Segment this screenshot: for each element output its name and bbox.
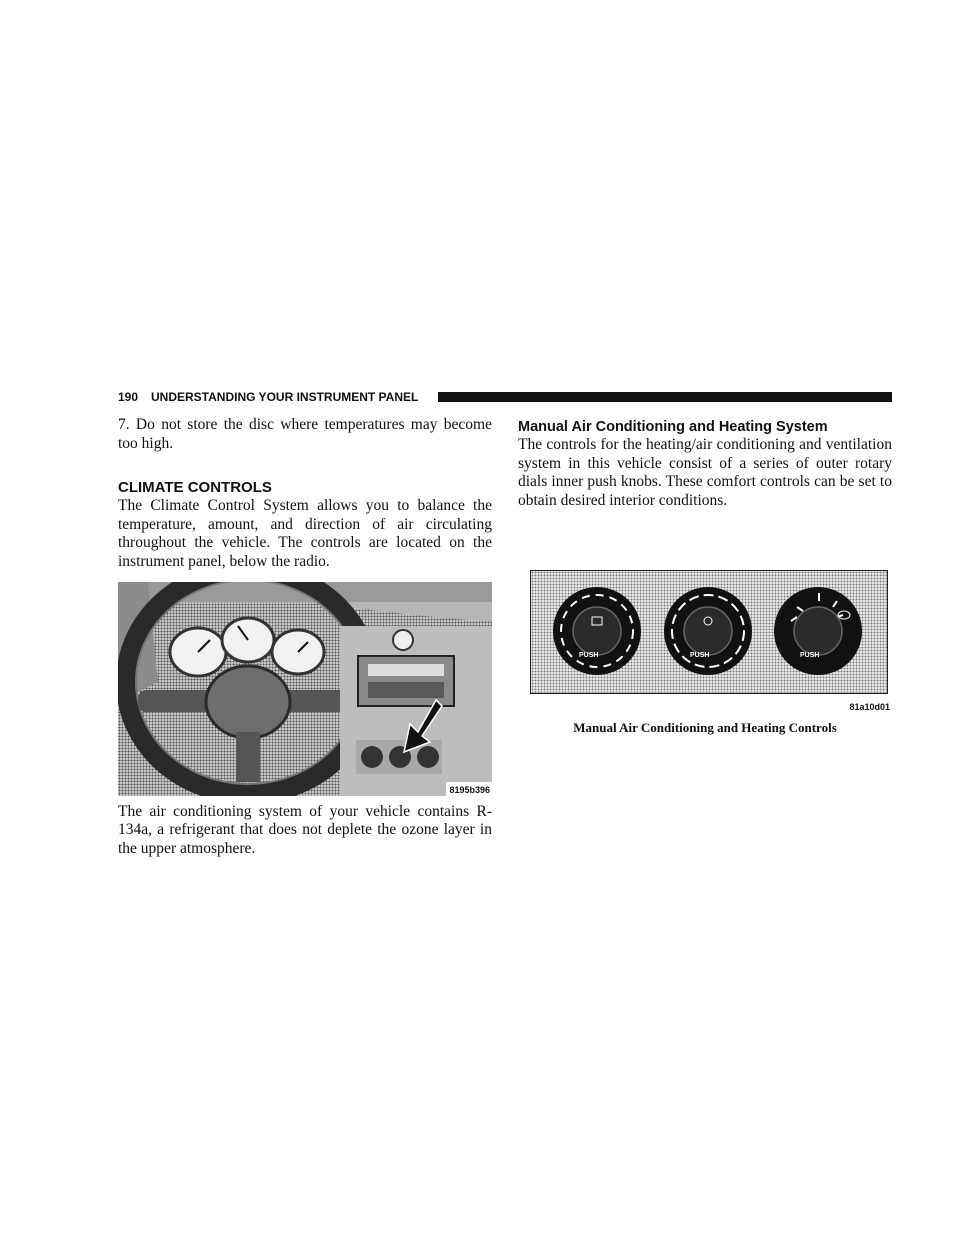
left-column: [118, 416, 492, 858]
climate-knobs-illustration: [531, 571, 887, 693]
panel-figure-id-row: [518, 694, 892, 716]
instrument-panel-photo: [118, 582, 492, 796]
page-number: 190: [118, 390, 139, 404]
knob-push-label-2: PUSH: [690, 652, 710, 660]
manual-ac-paragraph: The controls for the heating/air conditioning and ventilation system in this vehicle consist of a series of outer rotary dials inner push knobs. These comfort controls can be set to obtain desired interior conditions.: [518, 436, 892, 509]
knob-push-label-3: PUSH: [800, 652, 820, 660]
manual-ac-subheading: Manual Air Conditioning and Heating System: [518, 419, 828, 435]
dashboard-illustration: [118, 582, 492, 796]
climate-controls-heading: CLIMATE CONTROLS: [118, 479, 272, 497]
header-rule: [438, 392, 892, 402]
climate-intro-paragraph: The Climate Control System allows you to balance the temperature, amount, and direction of air circulating throughout the vehicle. The controls are located on the instrument panel, below the radio.: [118, 497, 492, 570]
intro-text: 7. Do not store the disc where temperatures may become too high.: [118, 416, 492, 452]
climate-control-panel: [530, 570, 888, 694]
figure-caption: Manual Air Conditioning and Heating Controls: [573, 720, 837, 736]
page-header: [118, 389, 892, 405]
photo-figure-id: 8195b396: [449, 784, 490, 795]
knob-push-label-1: PUSH: [579, 652, 599, 660]
right-column: [518, 416, 892, 736]
panel-figure-id: 81a10d01: [849, 702, 890, 713]
refrigerant-paragraph: The air conditioning system of your vehicle contains R-134a, a refrigerant that does not deplete the ozone layer in the upper atmosphere.: [118, 802, 492, 857]
section-title: UNDERSTANDING YOUR INSTRUMENT PANEL: [151, 390, 419, 404]
